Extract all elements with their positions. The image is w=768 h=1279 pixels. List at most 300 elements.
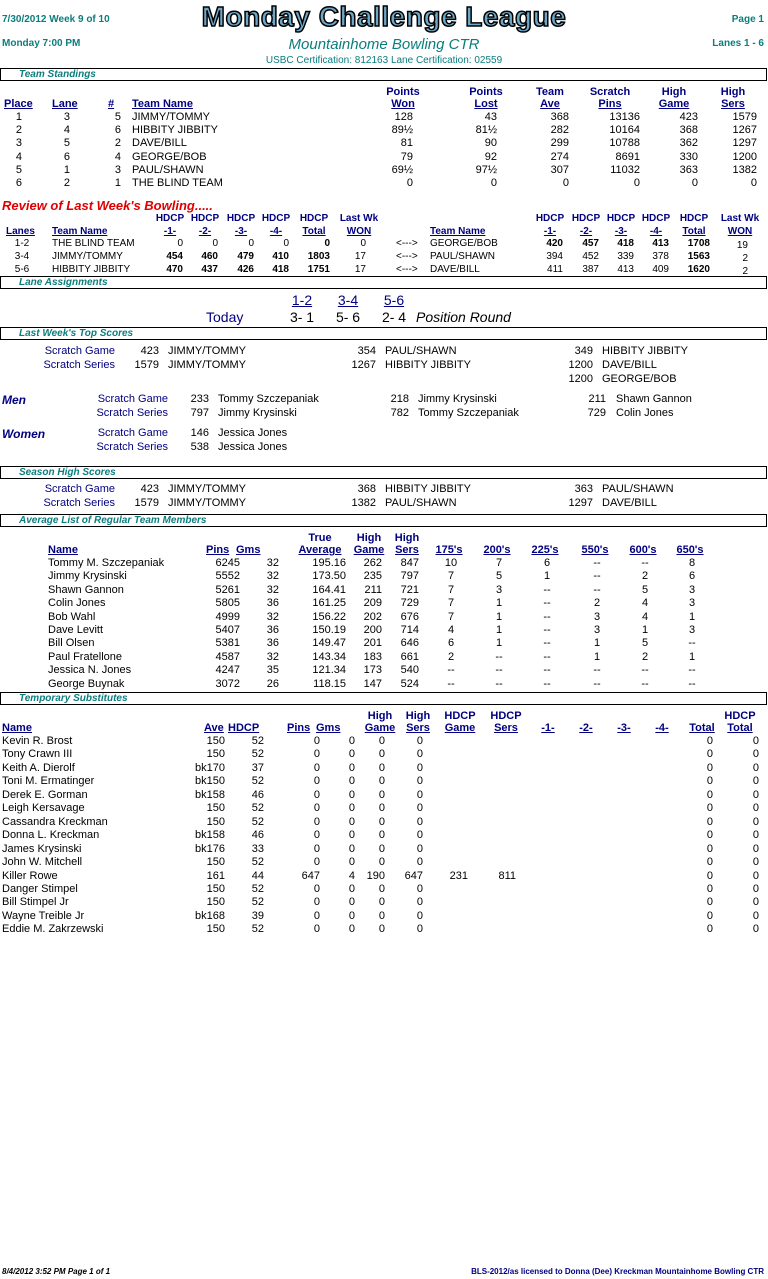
bowler-name-cell: Paul Fratellone xyxy=(48,650,122,663)
scratch-game-label: Scratch Game xyxy=(44,345,115,357)
team-name: GEORGE/BOB xyxy=(602,373,677,385)
count-cell: -- xyxy=(447,677,455,690)
hdcp-total-cell: 0 xyxy=(752,775,759,788)
games-cell: 0 xyxy=(348,735,355,747)
certification: USBC Certification: 812163 Lane Certification: 02559 xyxy=(265,55,503,66)
games-cell: 0 xyxy=(348,761,355,774)
substitutes-section xyxy=(0,692,767,705)
team-name: JIMMY/TOMMY xyxy=(168,359,247,371)
score-value: 1579 xyxy=(134,359,159,371)
team-name: PAUL/SHAWN xyxy=(385,345,457,357)
col-header-lost-top: Points xyxy=(469,86,503,98)
high-series-cell: 0 xyxy=(416,909,423,922)
team-name: JIMMY/TOMMY xyxy=(168,345,247,357)
pins-cell: 0 xyxy=(313,735,320,747)
pins-cell: 3072 xyxy=(215,677,240,690)
points-won-cell: 79 xyxy=(400,150,413,163)
team-average-cell: 282 xyxy=(550,124,569,137)
average-cell: 161 xyxy=(206,869,225,882)
score-cell: 0 xyxy=(283,238,289,249)
score-cell: 470 xyxy=(166,263,183,275)
score-cell: 410 xyxy=(272,250,289,262)
pins-cell: 0 xyxy=(313,775,320,788)
col-header-hdcp-series-top: HDCP xyxy=(490,710,522,722)
hdcp-cell: 39 xyxy=(251,909,264,922)
score-cell: 0 xyxy=(324,238,330,249)
col-header-true: True xyxy=(308,532,332,544)
games-cell: 26 xyxy=(266,677,279,690)
hdcp-cell: 52 xyxy=(251,815,264,828)
score-cell: 1620 xyxy=(687,263,710,275)
high-series-cell: 0 xyxy=(416,842,423,855)
col-header-average: Ave xyxy=(204,722,224,734)
scratch-pins-cell: 0 xyxy=(633,177,640,189)
score-cell: 339 xyxy=(617,250,634,262)
true-average-cell: 118.15 xyxy=(313,677,346,690)
number-cell: 3 xyxy=(114,163,121,176)
lane-matchup: 5- 6 xyxy=(335,309,361,325)
team-average-cell: 299 xyxy=(550,137,569,150)
col-header-total: Total xyxy=(682,226,706,237)
high-game-cell: 190 xyxy=(366,869,385,882)
col-header-c600: 600's xyxy=(629,544,657,556)
score-value: 1200 xyxy=(568,359,593,371)
lane-cell: 6 xyxy=(63,150,70,163)
team-name-cell: DAVE/BILL xyxy=(132,137,187,150)
high-series-cell: 0 xyxy=(416,829,423,842)
hdcp-total-cell: 0 xyxy=(752,815,759,828)
high-series-cell: 721 xyxy=(400,583,419,596)
col-header-total: Total xyxy=(689,722,715,734)
games-cell: 32 xyxy=(266,650,279,663)
col-header-high: High xyxy=(356,532,382,544)
col-header-g4: -4- xyxy=(655,722,669,734)
high-series-cell: 661 xyxy=(400,650,419,663)
col-header-hdcp-game-top: HDCP xyxy=(444,710,476,722)
col-header-high-2: High xyxy=(394,532,420,544)
col-header-hdcp-series: Sers xyxy=(494,722,518,734)
count-cell: 2 xyxy=(447,650,455,663)
high-series-cell: 647 xyxy=(404,869,423,882)
pins-cell: 0 xyxy=(313,761,320,774)
hdcp-total-cell: 0 xyxy=(752,856,759,869)
center-name: Mountainhome Bowling CTR xyxy=(288,36,480,53)
score-cell: 0 xyxy=(248,238,254,249)
count-cell: -- xyxy=(495,664,503,677)
substitute-name-cell: Bill Stimpel Jr xyxy=(2,896,69,909)
col-header-won-top: Points xyxy=(386,86,420,98)
high-game-cell: 201 xyxy=(363,637,382,650)
today-label: Today xyxy=(206,309,244,325)
number-cell: 2 xyxy=(114,137,121,150)
col-header-hdcp: HDCP xyxy=(535,213,565,224)
score-cell: 437 xyxy=(201,263,218,275)
true-average-cell: 150.19 xyxy=(312,624,346,636)
col-header-lost-bottom: Lost xyxy=(474,98,498,110)
bowler-name: Tommy Szczepaniak xyxy=(218,393,319,405)
total-cell: 0 xyxy=(706,788,713,801)
bowler-name: Jessica Jones xyxy=(218,441,288,453)
hdcp-total-cell: 0 xyxy=(752,748,759,761)
section-title: Last Week's Top Scores xyxy=(19,328,134,339)
high-series-cell: 0 xyxy=(416,815,423,828)
true-average-cell: 149.47 xyxy=(312,637,346,650)
count-cell: -- xyxy=(543,597,551,610)
score-value: 1200 xyxy=(568,373,593,385)
lane-cell: 2 xyxy=(63,177,70,189)
high-game-cell: 235 xyxy=(363,570,382,583)
col-header-g3: -3- xyxy=(617,722,631,734)
high-series-cell: 1382 xyxy=(732,163,757,176)
lane-matchup: 2- 4 xyxy=(381,309,407,325)
high-game-cell: 0 xyxy=(378,815,385,828)
col-header-hdcp: HDCP xyxy=(261,213,291,224)
score-cell: 0 xyxy=(212,238,218,249)
high-game-cell: 0 xyxy=(378,909,385,922)
high-series-cell: 0 xyxy=(416,882,423,895)
count-cell: -- xyxy=(543,677,551,690)
high-series-cell: 1267 xyxy=(732,124,757,137)
games-cell: 0 xyxy=(348,802,355,815)
true-average-cell: 164.41 xyxy=(312,583,346,596)
team-standings-section xyxy=(0,68,767,81)
col-header-g1: -1- xyxy=(541,722,555,734)
place-cell: 5 xyxy=(15,163,22,176)
count-cell: 6 xyxy=(447,637,455,650)
col-header-team-name-2: Team Name xyxy=(430,226,486,237)
col-header-hs-bottom: Sers xyxy=(721,98,745,110)
count-cell: -- xyxy=(543,583,551,596)
count-cell: 3 xyxy=(593,624,601,636)
bowler-name: Shawn Gannon xyxy=(616,393,692,405)
score-value: 1382 xyxy=(351,497,376,509)
high-series-cell: 0 xyxy=(416,802,423,815)
col-header-series: Sers xyxy=(395,544,419,556)
hdcp-cell: 52 xyxy=(251,802,264,815)
count-cell: 6 xyxy=(543,557,551,569)
high-series-cell: 1297 xyxy=(732,137,757,150)
col-header-hs-top: High xyxy=(720,86,746,98)
average-cell: bk168 xyxy=(195,909,225,922)
col-header-game: Game xyxy=(353,544,385,556)
average-cell: 150 xyxy=(206,735,225,747)
count-cell: -- xyxy=(641,557,649,569)
place-cell: 4 xyxy=(15,150,22,163)
total-cell: 0 xyxy=(706,909,713,922)
score-cell: 454 xyxy=(166,250,183,262)
col-header-series: Sers xyxy=(406,722,430,734)
total-cell: 0 xyxy=(706,856,713,869)
col-header-c200: 200's xyxy=(483,544,511,556)
count-cell: -- xyxy=(688,637,696,650)
col-header-high: High xyxy=(367,710,393,722)
hdcp-total-cell: 0 xyxy=(752,829,759,842)
score-value: 349 xyxy=(574,345,593,357)
score-value: 538 xyxy=(190,441,209,453)
lane-cell: 1 xyxy=(63,163,70,176)
team-name: HIBBITY JIBBITY xyxy=(385,483,471,495)
col-header-last-week: Last Wk xyxy=(339,213,379,224)
high-game-cell: 0 xyxy=(378,748,385,761)
team-average-cell: 0 xyxy=(562,177,569,189)
score-cell: 418 xyxy=(272,263,289,275)
high-series-cell: 0 xyxy=(750,177,757,189)
col-header-pins: Pins xyxy=(206,544,230,556)
bowler-name-cell: Bill Olsen xyxy=(48,637,95,650)
high-game-cell: 183 xyxy=(363,650,382,663)
col-header-g3: -3- xyxy=(234,226,248,237)
score-value: 423 xyxy=(140,483,159,495)
col-header-hdcp: HDCP xyxy=(679,213,709,224)
count-cell: -- xyxy=(641,677,649,690)
points-lost-cell: 92 xyxy=(484,150,497,163)
count-cell: -- xyxy=(543,637,551,650)
count-cell: 2 xyxy=(593,597,601,610)
section-title: Team Standings xyxy=(19,69,96,80)
pins-cell: 0 xyxy=(313,842,320,855)
versus-arrow: <---> xyxy=(396,238,418,249)
count-cell: 3 xyxy=(688,583,696,596)
header-day-time: Monday 7:00 PM xyxy=(2,38,81,49)
hdcp-cell: 46 xyxy=(251,788,264,801)
team-name-cell: GEORGE/BOB xyxy=(132,150,207,163)
high-series-cell: 0 xyxy=(416,775,423,788)
count-cell: 1 xyxy=(495,624,503,636)
team-name: JIMMY/TOMMY xyxy=(168,497,247,509)
won-cell: 19 xyxy=(736,240,748,251)
team-average-cell: 274 xyxy=(550,150,569,163)
games-cell: 0 xyxy=(348,923,355,936)
average-cell: bk170 xyxy=(195,761,225,774)
versus-arrow: <---> xyxy=(396,250,418,262)
count-cell: 1 xyxy=(688,610,696,623)
score-cell: 0 xyxy=(177,238,183,249)
col-header-won-bottom: Won xyxy=(391,98,415,110)
average-cell: 150 xyxy=(206,815,225,828)
score-value: 729 xyxy=(587,407,606,419)
col-header-hdcp-total: Total xyxy=(727,722,753,734)
scratch-series-label: Scratch Series xyxy=(96,407,168,419)
col-header-pins-top: Scratch xyxy=(589,86,631,98)
bowler-name-cell: Jimmy Krysinski xyxy=(48,570,127,583)
col-header-total: Total xyxy=(302,226,326,237)
score-cell: 1708 xyxy=(687,238,710,249)
points-won-cell: 69½ xyxy=(391,163,413,176)
average-cell: 150 xyxy=(206,748,225,761)
scratch-pins-cell: 8691 xyxy=(615,150,640,163)
count-cell: 1 xyxy=(543,570,551,583)
col-header-c550: 550's xyxy=(581,544,609,556)
high-game-cell: 202 xyxy=(363,610,382,623)
place-cell: 6 xyxy=(15,177,22,189)
col-header-won-2: WON xyxy=(727,226,753,237)
col-header-hdcp-game: Game xyxy=(444,722,476,734)
count-cell: 4 xyxy=(641,610,649,623)
pins-cell: 0 xyxy=(313,788,320,801)
col-header-games: Gms xyxy=(236,544,261,556)
average-cell: 150 xyxy=(206,856,225,869)
place-cell: 1 xyxy=(15,111,22,123)
substitute-name-cell: Donna L. Kreckman xyxy=(2,829,100,842)
high-game-cell: 147 xyxy=(363,677,382,690)
high-game-cell: 0 xyxy=(378,842,385,855)
lane-cell: 4 xyxy=(63,124,70,137)
count-cell: 7 xyxy=(447,597,455,610)
team-name: JIMMY/TOMMY xyxy=(168,483,247,495)
bowler-name: Jimmy Krysinski xyxy=(218,407,297,419)
pins-cell: 0 xyxy=(313,856,320,869)
col-header-ave-bottom: Ave xyxy=(540,98,560,110)
total-cell: 0 xyxy=(706,748,713,761)
substitute-name-cell: Derek E. Gorman xyxy=(2,788,88,801)
total-cell: 0 xyxy=(706,882,713,895)
substitute-name-cell: Keith A. Dierolf xyxy=(2,761,75,774)
total-cell: 0 xyxy=(706,869,713,882)
high-game-cell: 0 xyxy=(378,923,385,936)
substitute-name-cell: Toni M. Ermatinger xyxy=(2,775,95,788)
average-cell: 150 xyxy=(206,882,225,895)
games-cell: 0 xyxy=(348,909,355,922)
pins-cell: 5407 xyxy=(215,624,240,636)
score-cell: 411 xyxy=(547,263,563,275)
header-date-week: 7/30/2012 Week 9 of 10 xyxy=(2,14,110,25)
col-header-games: Gms xyxy=(316,722,341,734)
hdcp-total-cell: 0 xyxy=(752,788,759,801)
high-game-cell: 0 xyxy=(691,177,698,189)
number-cell: 5 xyxy=(114,111,121,123)
high-game-cell: 173 xyxy=(363,664,382,677)
col-header-g4: -4- xyxy=(269,226,283,237)
col-header-g2: -2- xyxy=(198,226,212,237)
games-cell: 32 xyxy=(266,557,279,569)
hdcp-total-cell: 0 xyxy=(752,896,759,909)
lanes-cell: 1-2 xyxy=(14,238,30,249)
place-cell: 3 xyxy=(15,137,22,150)
bowler-name-cell: Colin Jones xyxy=(48,597,106,610)
score-value: 363 xyxy=(574,483,593,495)
count-cell: 5 xyxy=(495,570,503,583)
substitute-name-cell: Eddie M. Zakrzewski xyxy=(2,923,104,936)
points-won-cell: 81 xyxy=(400,137,413,150)
col-header-hg-top: High xyxy=(661,86,687,98)
true-average-cell: 161.25 xyxy=(312,597,346,610)
lanes-cell: 5-6 xyxy=(14,263,30,275)
count-cell: 3 xyxy=(495,583,503,596)
team-name: DAVE/BILL xyxy=(602,497,657,509)
true-average-cell: 195.16 xyxy=(312,557,346,569)
high-game-cell: 363 xyxy=(679,163,698,176)
true-average-cell: 156.22 xyxy=(312,610,346,623)
count-cell: -- xyxy=(543,624,551,636)
lane-cell: 3 xyxy=(63,111,70,123)
count-cell: 8 xyxy=(688,557,696,569)
high-game-cell: 0 xyxy=(378,788,385,801)
games-cell: 32 xyxy=(266,610,279,623)
round-label: Position Round xyxy=(416,309,511,325)
top-scores-section xyxy=(0,327,767,340)
scratch-pins-cell: 10164 xyxy=(609,124,640,137)
high-game-cell: 0 xyxy=(378,856,385,869)
total-cell: 0 xyxy=(706,923,713,936)
hdcp-total-cell: 0 xyxy=(752,735,759,747)
points-lost-cell: 43 xyxy=(484,111,497,123)
hdcp-cell: 52 xyxy=(251,882,264,895)
team-name: HIBBITY JIBBITY xyxy=(602,345,688,357)
col-header-g2: -2- xyxy=(579,226,593,237)
col-header-high-2: High xyxy=(405,710,431,722)
high-series-cell: 0 xyxy=(416,896,423,909)
number-cell: 4 xyxy=(114,150,121,163)
count-cell: 1 xyxy=(495,637,503,650)
bowler-name-cell: George Buynak xyxy=(48,677,125,690)
pins-cell: 5381 xyxy=(215,637,240,650)
pins-cell: 6245 xyxy=(215,557,240,569)
score-cell: 418 xyxy=(617,238,634,249)
col-header-hdcp-total-top: HDCP xyxy=(724,710,756,722)
number-cell: 1 xyxy=(114,177,121,189)
high-series-cell: 847 xyxy=(400,557,419,569)
hdcp-cell: 52 xyxy=(251,856,264,869)
average-cell: 150 xyxy=(206,896,225,909)
pins-cell: 0 xyxy=(313,909,320,922)
women-label: Women xyxy=(2,427,46,441)
games-cell: 36 xyxy=(266,637,279,650)
substitute-name-cell: James Krysinski xyxy=(2,842,82,855)
header-lanes: Lanes 1 - 6 xyxy=(712,38,764,49)
count-cell: -- xyxy=(593,557,601,569)
high-game-cell: 0 xyxy=(378,735,385,747)
men-label: Men xyxy=(2,393,26,407)
review-title: Review of Last Week's Bowling..... xyxy=(2,198,213,213)
score-cell: 457 xyxy=(582,238,599,249)
points-lost-cell: 81½ xyxy=(475,124,497,137)
high-game-cell: 209 xyxy=(363,597,382,610)
score-cell: 426 xyxy=(237,263,254,275)
col-header-won: WON xyxy=(346,226,372,237)
true-average-cell: 173.50 xyxy=(312,570,346,583)
games-cell: 0 xyxy=(348,775,355,788)
score-value: 218 xyxy=(390,393,409,405)
games-cell: 32 xyxy=(266,583,279,596)
high-series-cell: 714 xyxy=(400,624,419,636)
col-header-g3: -3- xyxy=(614,226,628,237)
team-name: HIBBITY JIBBITY xyxy=(385,359,471,371)
hdcp-total-cell: 0 xyxy=(752,909,759,922)
high-series-cell: 797 xyxy=(400,570,419,583)
count-cell: -- xyxy=(593,570,601,583)
count-cell: 1 xyxy=(495,597,503,610)
substitute-name-cell: Danger Stimpel xyxy=(2,882,78,895)
col-header-ave-top: Team xyxy=(536,86,564,98)
hdcp-cell: 37 xyxy=(251,761,264,774)
count-cell: 5 xyxy=(641,637,649,650)
high-game-cell: 362 xyxy=(679,137,698,150)
col-header-hdcp: HDCP xyxy=(299,213,329,224)
score-cell: 460 xyxy=(201,250,218,262)
high-game-cell: 211 xyxy=(364,583,382,596)
col-header-c225: 225's xyxy=(531,544,559,556)
col-header-game: Game xyxy=(364,722,396,734)
count-cell: -- xyxy=(688,677,696,690)
hdcp-total-cell: 0 xyxy=(752,761,759,774)
won-cell: 17 xyxy=(354,250,366,262)
scratch-game-label: Scratch Game xyxy=(97,393,168,405)
bowler-name-cell: Tommy M. Szczepaniak xyxy=(48,557,165,569)
score-value: 1297 xyxy=(568,497,593,509)
count-cell: 7 xyxy=(447,610,455,623)
bowler-name-cell: Shawn Gannon xyxy=(48,583,124,596)
games-cell: 4 xyxy=(348,869,355,882)
